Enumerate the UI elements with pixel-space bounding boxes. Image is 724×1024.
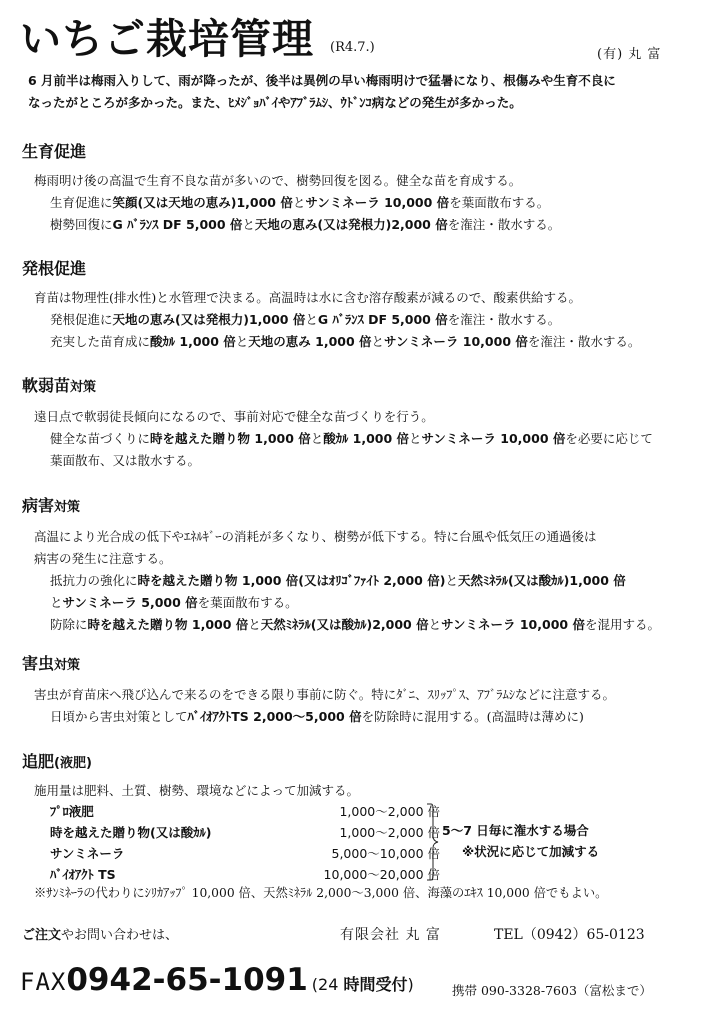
section-text: 防除に時を越えた贈り物 1,000 倍と天然ﾐﾈﾗﾙ(又は酸ｶﾙ)2,000 倍とサンミネーラ 10,000 倍を混用する。 xyxy=(50,617,660,632)
section-heading: 病害対策 xyxy=(22,496,81,515)
fertilizer-name: 時を越えた贈り物(又は酸ｶﾙ) xyxy=(50,825,212,840)
telephone-number[interactable]: TEL（0942）65-0123 xyxy=(494,927,645,943)
section-text: 日頃から害虫対策としてﾊﾞｲｵｱｸﾄTS 2,000～5,000 倍を防除時に混用する。(高温時は薄めに) xyxy=(50,709,584,724)
fertilizer-row xyxy=(50,802,440,822)
section-heading: 追肥(液肥) xyxy=(22,752,92,771)
fax-label: FAX xyxy=(20,968,67,996)
page-title: いちご栽培管理 xyxy=(20,15,314,63)
section-weak-seedling xyxy=(22,374,712,472)
intro-paragraph xyxy=(28,70,688,114)
section-text: 樹勢回復にG ﾊﾞﾗﾝｽ DF 5,000 倍と天地の恵み(又は発根力)2,000 倍を潅注・散水する。 xyxy=(50,217,561,232)
fax-line xyxy=(20,962,414,998)
section-top-dressing xyxy=(22,750,712,904)
section-heading: 軟弱苗対策 xyxy=(22,376,97,395)
section-text: 病害の発生に注意する。 xyxy=(34,551,172,566)
issue-date: (R4.7.) xyxy=(330,40,375,55)
section-text: 生育促進に笑顔(又は天地の恵み)1,000 倍とサンミネーラ 10,000 倍を葉面散布する。 xyxy=(50,195,550,210)
fertilizer-table xyxy=(22,802,712,882)
watering-note: 5～7 日毎に潅水する場合 xyxy=(442,823,589,838)
fertilizer-name: サンミネーラ xyxy=(50,846,125,861)
fertilizer-name: ﾊﾞｲｵｱｸﾄ TS xyxy=(50,867,116,882)
section-text: とサンミネーラ 5,000 倍を葉面散布する。 xyxy=(50,595,298,610)
fertilizer-row xyxy=(50,823,440,843)
section-heading: 害虫対策 xyxy=(22,654,81,673)
order-inquiry-text: ご注文やお問い合わせは、 xyxy=(22,928,179,943)
section-text: 充実した苗育成に酸ｶﾙ 1,000 倍と天地の恵み 1,000 倍とサンミネーラ 10,000 倍を潅注・散水する。 xyxy=(50,334,641,349)
fertilizer-rate: 1,000～2,000 倍 xyxy=(339,825,440,840)
company-name-top: (有) 丸 富 xyxy=(597,47,662,62)
fertilizer-row xyxy=(50,844,440,864)
section-text: 健全な苗づくりに時を越えた贈り物 1,000 倍と酸ｶﾙ 1,000 倍とサンミネーラ 10,000 倍を必要に応じて xyxy=(50,431,653,446)
fertilizer-row xyxy=(50,865,440,885)
section-text: 発根促進に天地の恵み(又は発根力)1,000 倍とG ﾊﾞﾗﾝｽ DF 5,000 倍を潅注・散水する。 xyxy=(50,312,561,327)
fax-number[interactable]: 0942-65-1091 xyxy=(66,962,308,998)
fertilizer-rate: 10,000～20,000 倍 xyxy=(323,867,440,882)
section-text: 高温により光合成の低下やｴﾈﾙｷﾞｰの消耗が多くなり、樹勢が低下する。特に台風や低気圧の通過後は xyxy=(34,529,597,544)
section-heading: 発根促進 xyxy=(22,259,87,278)
company-name-bottom: 有限会社 丸 富 xyxy=(340,927,441,943)
fertilizer-name: ﾌﾟﾛ液肥 xyxy=(50,804,94,819)
mobile-number[interactable]: 携帯 090-3328-7603（富松まで） xyxy=(452,983,652,998)
fertilizer-rate: 5,000～10,000 倍 xyxy=(331,846,440,861)
section-rooting-promotion xyxy=(22,257,712,353)
section-text: 施用量は肥料、土質、樹勢、環境などによって加減する。 xyxy=(34,783,360,798)
section-text: 葉面散布、又は散水する。 xyxy=(50,453,201,468)
intro-line: なったがところが多かった。また、ﾋﾒｼﾞｮﾊﾞｲやｱﾌﾞﾗﾑｼ、ｳﾄﾞﾝｺ病などの発生が多かった。 xyxy=(28,95,522,110)
section-growth-promotion xyxy=(22,140,712,236)
section-pest xyxy=(22,652,712,728)
section-text: 抵抗力の強化に時を越えた贈り物 1,000 倍(又はｵﾘｺﾞﾌｧｲﾄ 2,000 倍)と天然ﾐﾈﾗﾙ(又は酸ｶﾙ)1,000 倍 xyxy=(50,573,626,588)
section-heading: 生育促進 xyxy=(22,142,87,161)
intro-line: 6 月前半は梅雨入りして、雨が降ったが、後半は異例の早い梅雨明けで猛暑になり、根傷みや生育不良に xyxy=(28,73,616,88)
brace-icon xyxy=(426,802,440,882)
section-text: 育苗は物理性(排水性)と水管理で決まる。高温時は水に含む溶存酸素が減るので、酸素供給する。 xyxy=(34,290,582,305)
fax-hours: (24 時間受付) xyxy=(311,975,414,994)
section-text: 害虫が育苗床へ飛び込んで来るのをできる限り事前に防ぐ。特にﾀﾞﾆ、ｽﾘｯﾌﾟｽ、ｱﾌﾞﾗﾑｼなどに注意する。 xyxy=(34,687,616,702)
adjust-note: ※状況に応じて加減する xyxy=(462,844,600,859)
footnote: ※ｻﾝﾐﾈｰﾗの代わりにｼﾘｶｱｯﾌﾟ 10,000 倍、天然ﾐﾈﾗﾙ 2,000～3,000 倍、海藻のｴｷｽ 10,000 倍でもよい。 xyxy=(34,886,608,900)
fertilizer-rate: 1,000～2,000 倍 xyxy=(339,804,440,819)
section-text: 遠日点で軟弱徒長傾向になるので、事前対応で健全な苗づくりを行う。 xyxy=(34,409,434,424)
section-text: 梅雨明け後の高温で生育不良な苗が多いので、樹勢回復を図る。健全な苗を育成する。 xyxy=(34,173,522,188)
section-disease xyxy=(22,494,712,636)
